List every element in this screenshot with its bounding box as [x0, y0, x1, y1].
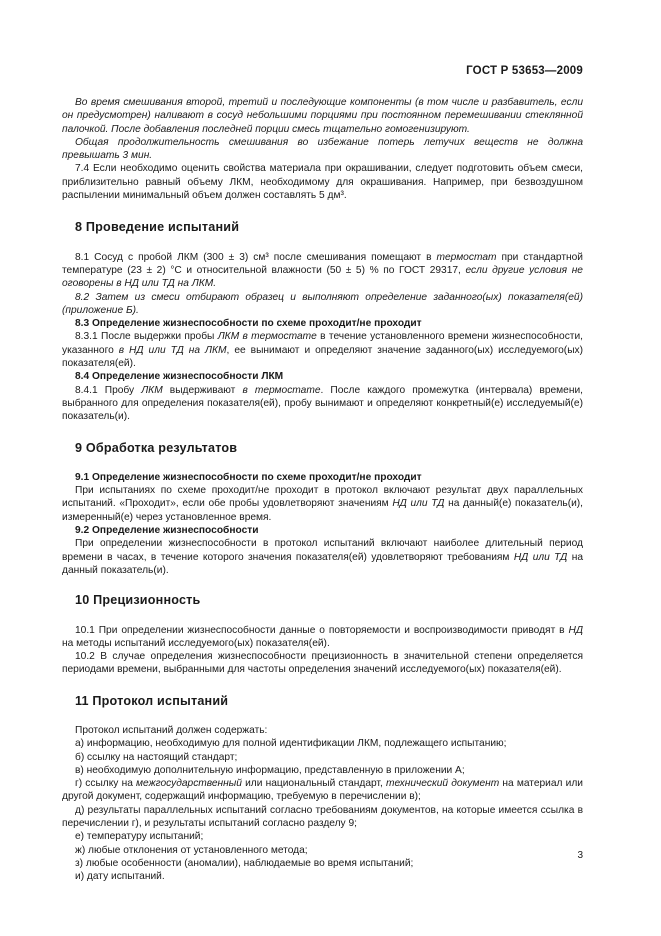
list-item: д) результаты параллельных испытаний согласно требованиям документов, на которые имеется ссылка в перечислении г), и результаты испытаний согласно разделу 9; [62, 804, 583, 830]
list-item: ж) любые отклонения от установленного метода; [75, 844, 308, 856]
list-item: з) любые особенности (аномалии), наблюдаемые во время испытаний; [75, 857, 414, 869]
list-item: а) информацию, необходимую для полной идентификации ЛКМ, подлежащего испытанию; [75, 738, 507, 750]
section-11-heading: 11 Протокол испытаний [75, 693, 229, 708]
protocol-intro: Протокол испытаний должен содержать: [75, 724, 268, 736]
paragraph-mixing: Во время смешивания второй, третий и последующие компоненты (в том числе и разбавитель, если он предусмотрен) наливают в сосуд небольшими порциями при постоянном перемешивании стеклянной палочкой. После добавления последней порции смесь тщательно гомогенизируют. [62, 97, 583, 135]
paragraph-8-1: 8.1 Сосуд с пробой ЛКМ (300 ± 3) см³ после смешивания помещают в термостат при стандартной температуре (23 ± 2) °С и относительной влажности (50 ± 5) % по ГОСТ 29317, если другие условия не оговорены в НД или ТД на ЛКМ. [62, 251, 584, 290]
paragraph-mixing-duration: Общая продолжительность смешивания во избежание потерь летучих веществ не должна превышать 3 мин. [62, 136, 583, 162]
document-header: ГОСТ Р 53653—2009 [466, 65, 583, 77]
list-item: в) необходимую дополнительную информацию, представленную в приложении А; [75, 764, 465, 776]
page-number: 3 [577, 850, 583, 861]
paragraph-10-2: 10.2 В случае определения жизнеспособности прецизионность в значительной степени определяется периодами времени, выбранными для частоты определения значений исследуемого(ых) показателя(ей). [62, 651, 583, 676]
section-8-heading: 8 Проведение испытаний [75, 220, 240, 235]
paragraph-8-2: 8.2 Затем из смеси отбирают образец и выполняют определение заданного(ых) показателя(ей) (приложение Б). [62, 291, 583, 316]
protocol-list [62, 724, 583, 884]
paragraph-9-1: При испытаниях по схеме проходит/не проходит в протокол включают результат двух параллельных испытаний. «Проходит», если обе пробы удовлетворяют значениям НД или ТД на данный(е) показатель(и), измеренный(е) через установленное время. [62, 485, 583, 523]
subheading-8-3: 8.3 Определение жизнеспособности по схеме проходит/не проходит [75, 318, 422, 330]
paragraph-8-3-1: 8.3.1 После выдержки пробы ЛКМ в термостате в течение установленного времени жизнеспособности, указанного в НД или ТД на ЛКМ, ее вынимают и определяют значение заданного(ых) исследуемого(ых) показателя(ей). [62, 331, 584, 370]
subheading-8-4: 8.4 Определение жизнеспособности ЛКМ [75, 371, 284, 383]
paragraph-7-4: 7.4 Если необходимо оценить свойства материала при окрашивании, следует подготовить объем смеси, приблизительно равный объему ЛКМ, необходимому для окрашивания. Например, при безвоздушном распылении минимальный объем должен составлять 5 дм³. [62, 163, 583, 202]
subheading-9-1: 9.1 Определение жизнеспособности по схеме проходит/не проходит [75, 471, 422, 483]
subheading-9-2: 9.2 Определение жизнеспособности [75, 525, 259, 537]
document-body [62, 96, 583, 884]
section-9-heading: 9 Обработка результатов [75, 440, 238, 455]
list-item: б) ссылку на настоящий стандарт; [75, 751, 238, 763]
list-item: и) дату испытаний. [75, 871, 165, 883]
list-item: е) температуру испытаний; [75, 831, 204, 843]
paragraph-8-4-1: 8.4.1 Пробу ЛКМ выдерживают в термостате. После каждого промежутка (интервала) времени, выбранного для определения показателя(ей), пробу вынимают и определяют конкретный(е) исследуемый(е) показатель(и). [62, 384, 583, 423]
list-item: г) ссылку на межгосударственный или национальный стандарт, технический документ на материал или другой документ, содержащий информацию, требуемую в перечислении в); [62, 778, 583, 803]
section-10-heading: 10 Прецизионность [75, 593, 201, 608]
paragraph-9-2: При определении жизнеспособности в протокол испытаний включают наиболее длительный период времени в часах, в течение которого значения показателя(ей) удовлетворяют требованиям НД или ТД на данный показатель(и). [62, 538, 584, 576]
paragraph-10-1: 10.1 При определении жизнеспособности данные о повторяемости и воспроизводимости приводят в НД на методы испытаний исследуемого(ых) показателя(ей). [62, 624, 583, 649]
